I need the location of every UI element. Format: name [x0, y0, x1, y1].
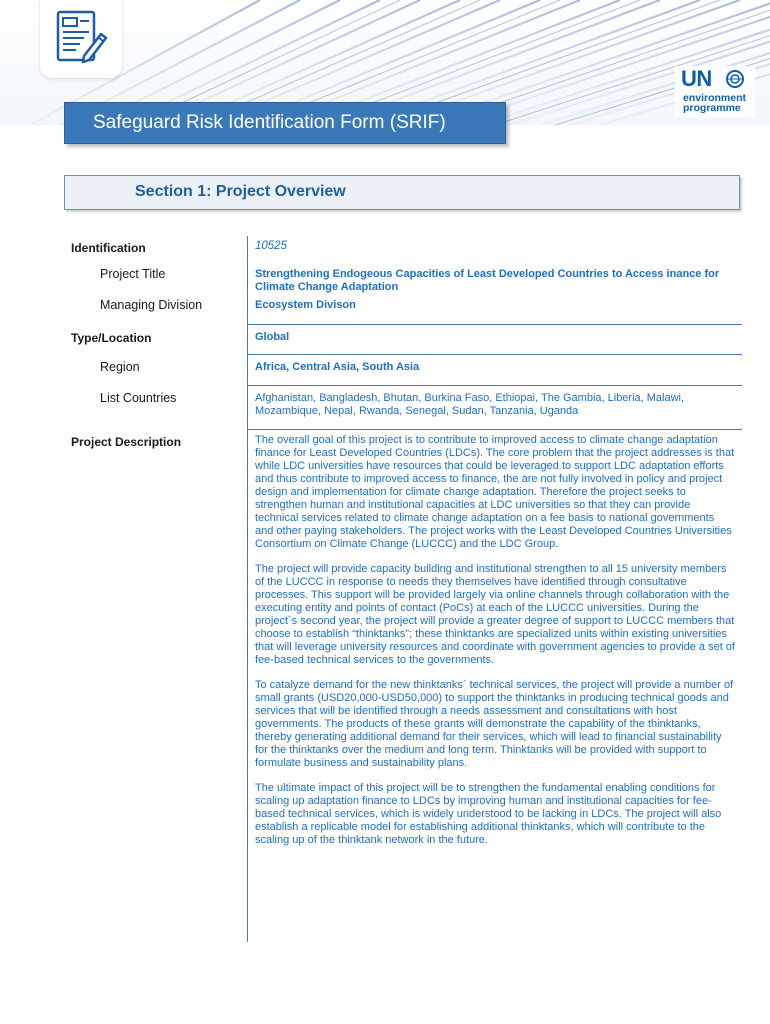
label-identification: Identification — [71, 241, 146, 255]
label-project-title: Project Title — [100, 267, 166, 281]
table-divider-vertical — [247, 236, 248, 942]
label-region: Region — [100, 360, 140, 374]
logo-un-text: UN — [681, 66, 712, 91]
value-project-title: Strengthening Endogeous Capacities of Least Developed Countries to Access inance for Climate Change Adaptation — [255, 268, 720, 293]
value-type-location: Global — [255, 331, 290, 343]
table-divider-after-managing-division — [247, 324, 742, 325]
description-paragraph-1: The overall goal of this project is to contribute to improved access to climate change adaptation finance for Least Developed Countries (LDCs). The core problem that the project addresses is that while LDC universities have resources that could be leveraged to support LDC adaptation efforts and thus contribute to improved access to finance, the are not fully involved in policy and project design and implementation for climate change adaptation. Therefore the project seeks to strengthen human and institutional capacities at LDC universities so that they can provide technical services related to climate change adaptation on a fee basis to national governments and other paying stakeholders. The project works with the Least Developed Countries Universities Consortium on Climate Change (LUCCC) and the LDC Group. — [255, 434, 735, 550]
description-paragraph-4: The ultimate impact of this project will be to strengthen the fundamental enabling conditions for scaling up adaptation finance to LDCs by improving human and institutional capacities for fee-based technical services, which is widely understood to be lacking in LDCs. The project will also establish a replicable model for establishing additional thinktanks, which will contribute to the scaling up of the thinktank network in the future. — [255, 782, 722, 846]
description-paragraph-3: To catalyze demand for the new thinktanks` technical services, the project will provide a number of small grants (USD20,000-USD50,000) to support the thinktanks in producing technical goods and services that will be identified through a needs assessment and consultations with host governments. The products of these grants will demonstrate the capability of the thinktanks, thereby generating additional demand for their services, which will lead to financial sustainability for the thinktanks over the medium and long term. Thinktanks will be provided with support to formulate business and sustainability plans. — [255, 679, 734, 769]
table-divider-after-type-location — [247, 354, 742, 355]
un-emblem-icon — [725, 69, 745, 89]
value-region: Africa, Central Asia, South Asia — [255, 361, 420, 373]
table-divider-after-region — [247, 385, 742, 386]
value-list-countries: Afghanistan, Bangladesh, Bhutan, Burkina Faso, Ethiopai, The Gambia, Liberia, Malawi, Mozambique, Nepal, Rwanda, Senegal, Sudan, Tanzania, Uganda — [255, 392, 685, 417]
section-title: Section 1: Project Overview — [135, 183, 346, 200]
label-list-countries: List Countries — [100, 391, 177, 405]
logo-programme-text: programme — [683, 102, 741, 114]
section-header — [64, 175, 740, 210]
logo-environment-text: environment — [683, 92, 747, 104]
table-divider-after-countries — [247, 429, 742, 430]
value-managing-division: Ecosystem Divison — [255, 299, 356, 311]
label-project-description: Project Description — [71, 435, 182, 449]
description-paragraph-2: The project will provide capacity building and institutional strengthen to all 15 university members of the LUCCC in response to needs they themselves have identified through consultative processes. This support will be provided largely via online channels through collaboration with the executing entity and points of contact (PoCs) at each of the LUCCC universities. During the project`s second year, the project will provide a greater degree of support to LUCCC members that choose to establish “thinktanks”; these thinktanks are specialized units within existing universities that will leverage university resources and coordinate with government agencies to provide a set of fee-based technical services to the governments. — [255, 563, 735, 666]
un-environment-logo — [675, 66, 755, 118]
value-project-description — [255, 434, 735, 859]
form-title: Safeguard Risk Identification Form (SRIF) — [93, 112, 446, 133]
form-title-bar — [64, 102, 506, 144]
form-icon-tile — [40, 0, 122, 78]
label-type-location: Type/Location — [71, 331, 152, 345]
form-with-pencil-icon — [54, 8, 110, 68]
value-identification: 10525 — [255, 240, 287, 252]
label-managing-division: Managing Division — [100, 298, 203, 312]
